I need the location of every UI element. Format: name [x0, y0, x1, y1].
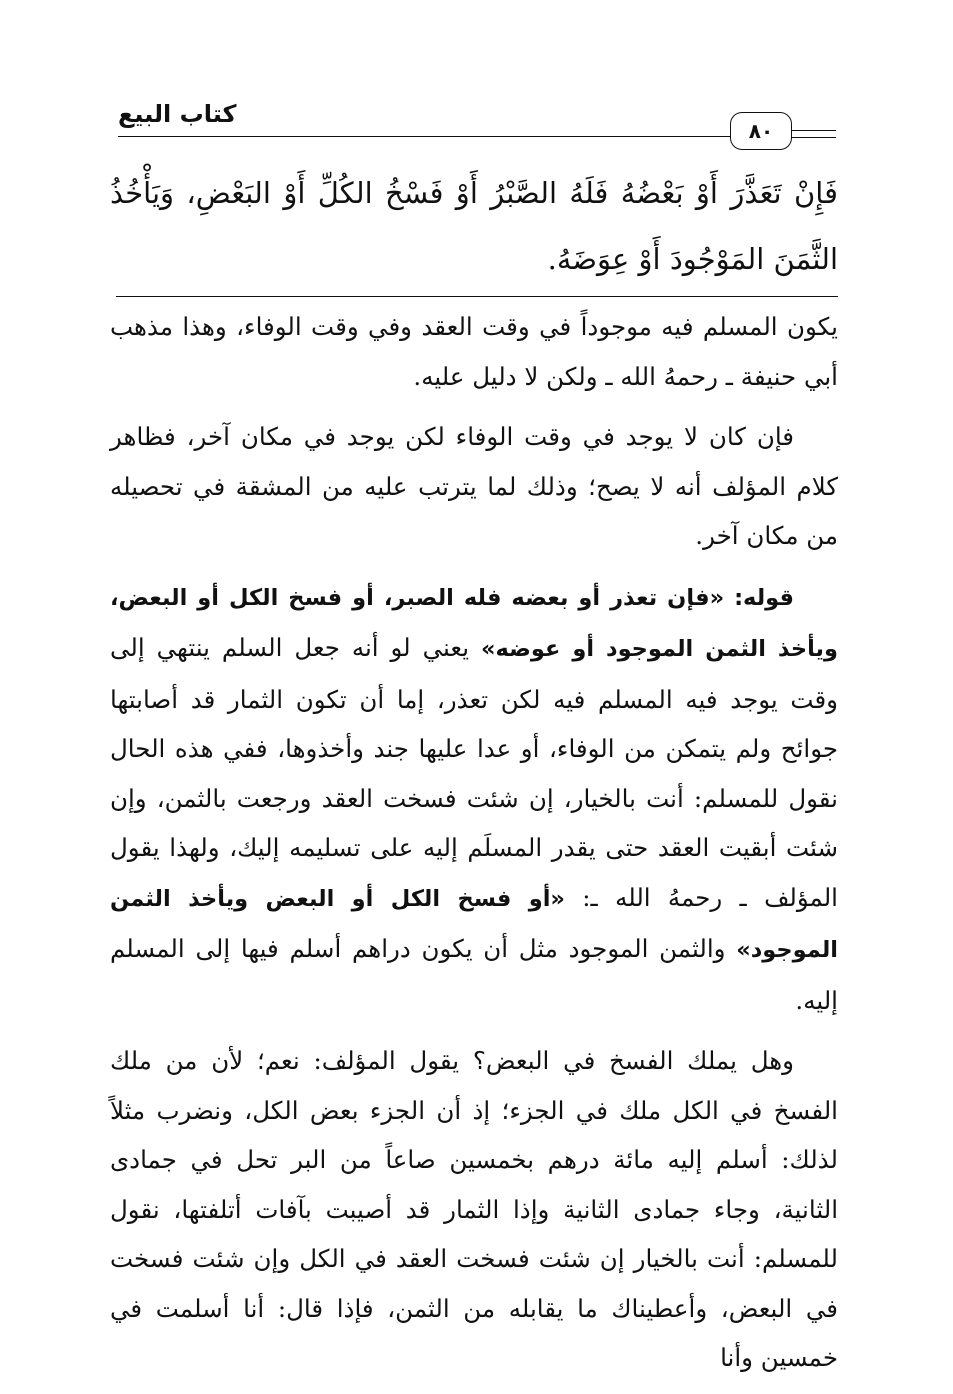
commentary-paragraph-4: وهل يملك الفسخ في البعض؟ يقول المؤلف: نعم؛ لأن من ملك الفسخ في الكل ملك في الجزء؛ إذ أن الجزء بعض الكل، ونضرب مثلاً لذلك: أسلم إليه مائة درهم بخمسين صاعاً من البر تحل في جمادى الثانية، وجاء جمادى الثانية وإذا الثمار قد أصيبت بآفات أتلفتها، نقول للمسلم: أنت بالخيار إن شئت فسخت العقد في الكل وإن شئت فسخت في البعض، وأعطيناك ما يقابله من الثمن، فإذا قال: أنا أسلمت في خمسين وأنا	[110, 1046, 838, 1372]
matn-text: فَإِنْ تَعَذَّرَ أَوْ بَعْضُهُ فَلَهُ الصَّبْرُ أَوْ فَسْخُ الكُلِّ أَوْ البَعْضِ، وَيَأْخُذُ الثَّمَنَ المَوْجُودَ أَوْ عِوَضَهُ.	[110, 176, 838, 276]
page-header	[118, 100, 838, 152]
commentary-paragraph-2: فإن كان لا يوجد في وقت الوفاء لكن يوجد في مكان آخر، فظاهر كلام المؤلف أنه لا يصح؛ وذلك لما يترتب عليه من المشقة في تحصيله من مكان آخر.	[110, 422, 838, 550]
quote-label: قوله:	[734, 584, 794, 611]
header-rule	[118, 136, 730, 137]
commentary-paragraph-1: يكون المسلم فيه موجوداً في وقت العقد وفي وقت الوفاء، وهذا مذهب أبي حنيفة ـ رحمهُ الله ـ ولكن لا دليل عليه.	[110, 312, 838, 391]
page-number: ٨٠	[730, 112, 792, 150]
matn-divider	[116, 296, 838, 297]
header-double-rule	[792, 130, 836, 138]
explanation-text-2: والثمن الموجود مثل أن يكون دراهم أسلم فيها إلى المسلم إليه.	[110, 934, 838, 1015]
commentary-paragraph-3	[110, 572, 838, 1026]
explanation-text: يعني لو أنه جعل السلم ينتهي إلى وقت يوجد فيه المسلم فيه لكن تعذر، إما أن تكون الثمار قد أصابتها جوائح ولم يتمكن من الوفاء، أو عدا عليها جند وأخذوها، ففي هذه الحال نقول للمسلم: أنت بالخيار، إن شئت فسخت العقد ورجعت بالثمن، وإن شئت أبقيت العقد حتى يقدر المسلَم إليه على تسليمه إليك، ولهذا يقول المؤلف ـ رحمهُ الله ـ:	[110, 633, 838, 912]
matn-quote: «فإن تعذر أو بعضه فله الصبر، أو فسخ الكل أو البعض، ويأخذ الثمن الموجود أو عوضه»	[110, 584, 838, 662]
book-title: كتاب البيع	[118, 100, 237, 128]
commentary	[110, 302, 838, 1394]
matn-quote-2: «أو فسخ الكل أو البعض ويأخذ الثمن الموجود»	[110, 885, 838, 963]
